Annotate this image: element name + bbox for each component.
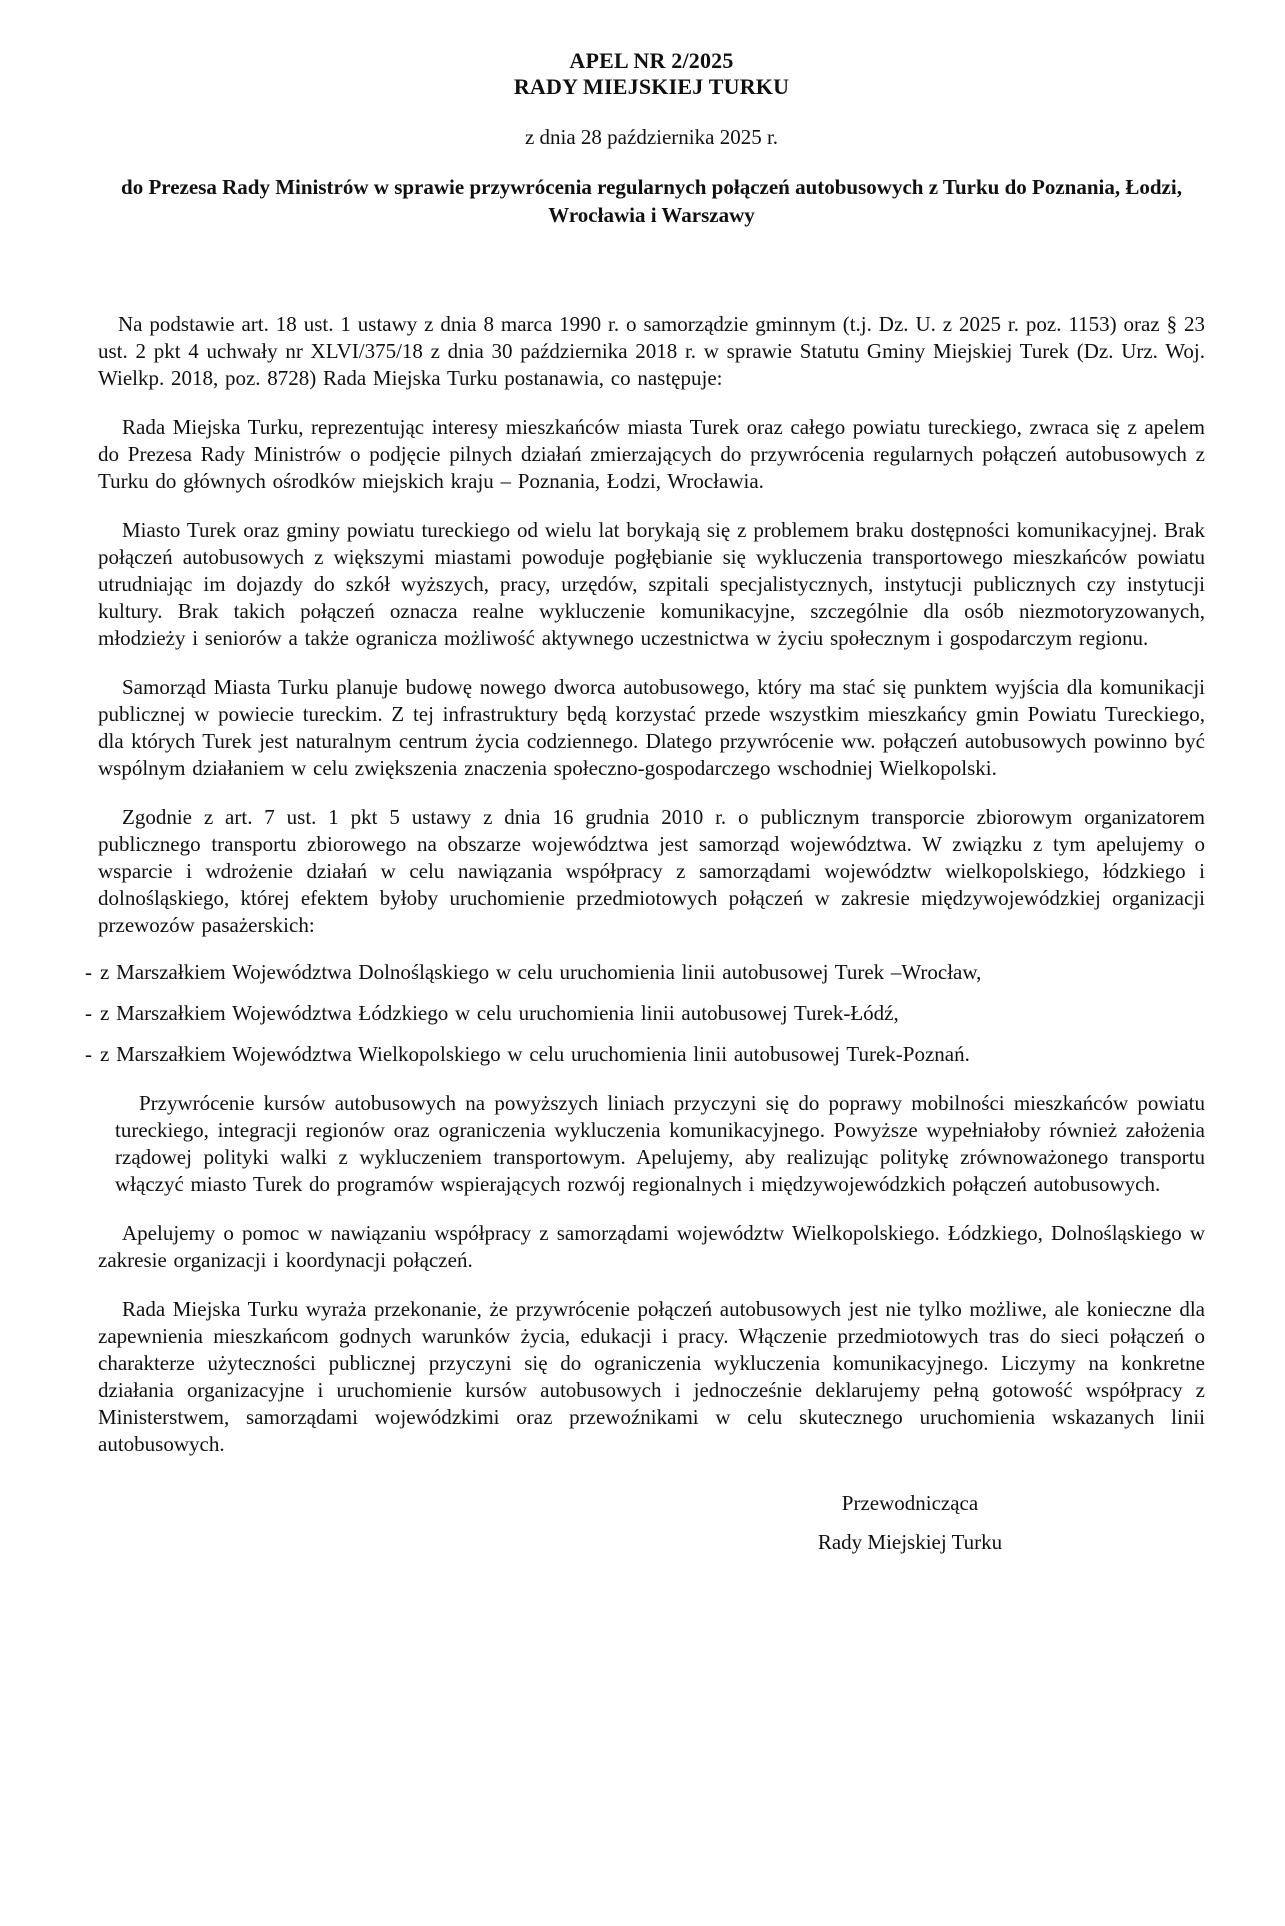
list-dash: -	[85, 960, 92, 984]
paragraph-final-declaration: Rada Miejska Turku wyraża przekonanie, że przywrócenie połączeń autobusowych jest nie tylko możliwe, ale konieczne dla zapewnienia mieszkańcom godnych warunków życia, edukacji i pracy. Włączenie przedmiotowych tras do sieci połączeń o charakterze użyteczności publicznej przyczyni się do ograniczenia wykluczenia komunikacyjnego. Liczymy na konkretne działania organizacyjne i uruchomienie kursów autobusowych i jednocześnie deklarujemy pełną gotowość współpracy z Ministerstwem, samorządami wojewódzkimi oraz przewoźnikami w celu skutecznego uruchomienia wskazanych linii autobusowych.	[98, 1297, 1205, 1456]
paragraph-mobility-benefits: Przywrócenie kursów autobusowych na powyższych liniach przyczyni się do poprawy mobilności mieszkańców powiatu tureckiego, integracji regionów oraz ograniczenia wykluczenia komunikacyjnego. Powyższe wypełniałoby również założenia rządowej polityki walki z wykluczeniem transportowym. Apelujemy, aby realizując politykę zrównoważonego transportu włączyć miasto Turek do programów wspierających rozwój regionalnych i międzywojewódzkich połączeń autobusowych.	[115, 1091, 1205, 1196]
document-header	[98, 48, 1205, 229]
marshal-cooperation-list	[85, 959, 1205, 1068]
list-item-text: z Marszałkiem Województwa Wielkopolskiego w celu uruchomienia linii autobusowej Turek-Poznań.	[100, 1042, 970, 1066]
list-item-text: z Marszałkiem Województwa Dolnośląskiego w celu uruchomienia linii autobusowej Turek –Wrocław,	[100, 960, 982, 984]
signature-organization: Rady Miejskiej Turku	[817, 1530, 1003, 1554]
paragraph-legal-basis: Na podstawie art. 18 ust. 1 ustawy z dnia 8 marca 1990 r. o samorządzie gminnym (t.j. Dz. U. z 2025 r. poz. 1153) oraz § 23 ust. 2 pkt 4 uchwały nr XLVI/375/18 z dnia 30 października 2018 r. w sprawie Statutu Gminy Miejskiej Turek (Dz. Urz. Woj. Wielkp. 2018, poz. 8728) Rada Miejska Turku postanawia, co następuje:	[98, 312, 1205, 390]
list-item-poznan-line	[85, 1041, 1205, 1068]
document-title-line1: APEL NR 2/2025	[569, 48, 734, 73]
list-item-wroclaw-line	[85, 959, 1205, 986]
paragraph-legal-cooperation: Zgodnie z art. 7 ust. 1 pkt 5 ustawy z dnia 16 grudnia 2010 r. o publicznym transporcie zbiorowym organizatorem publicznego transportu zbiorowego na obszarze województwa jest samorząd województwa. W związku z tym apelujemy o wsparcie i wdrożenie działań w celu nawiązania współpracy z samorządami województw wielkopolskiego, łódzkiego i dolnośląskiego, której efektem byłoby uruchomienie przedmiotowych połączeń w zakresie międzywojewódzkiej organizacji przewozów pasażerskich:	[98, 805, 1205, 937]
document-date: z dnia 28 października 2025 r.	[524, 125, 779, 149]
paragraph-bus-station-plans: Samorząd Miasta Turku planuje budowę nowego dworca autobusowego, który ma stać się punktem wyjścia dla komunikacji publicznej w powiecie tureckim. Z tej infrastruktury będą korzystać przede wszystkim mieszkańcy gmin Powiatu Tureckiego, dla których Turek jest naturalnym centrum życia codziennego. Dlatego przywrócenie ww. połączeń autobusowych powinno być wspólnym działaniem w celu zwiększenia znaczenia społeczno-gospodarczego wschodniej Wielkopolski.	[98, 675, 1205, 780]
list-dash: -	[85, 1042, 92, 1066]
signature-role: Przewodnicząca	[841, 1491, 979, 1515]
signature-block	[760, 1490, 1060, 1556]
document-title-line2: RADY MIEJSKIEJ TURKU	[513, 74, 790, 99]
paragraph-appeal-intro: Rada Miejska Turku, reprezentując interesy mieszkańców miasta Turek oraz całego powiatu tureckiego, zwraca się z apelem do Prezesa Rady Ministrów o podjęcie pilnych działań zmierzających do przywrócenia regularnych połączeń autobusowych z Turku do głównych ośrodków miejskich kraju – Poznania, Łodzi, Wrocławia.	[98, 415, 1205, 493]
list-dash: -	[85, 1001, 92, 1025]
document-subject: do Prezesa Rady Ministrów w sprawie przywrócenia regularnych połączeń autobusowych z Turku do Poznania, Łodzi, Wrocławia i Warszawy	[121, 175, 1182, 227]
list-item-lodz-line	[85, 1000, 1205, 1027]
paragraph-help-request: Apelujemy o pomoc w nawiązaniu współpracy z samorządami województw Wielkopolskiego. Łódzkiego, Dolnośląskiego w zakresie organizacji i koordynacji połączeń.	[98, 1221, 1205, 1272]
document-body	[85, 311, 1205, 1458]
paragraph-exclusion-problem: Miasto Turek oraz gminy powiatu tureckiego od wielu lat borykają się z problemem braku dostępności komunikacyjnej. Brak połączeń autobusowych z większymi miastami powoduje pogłębianie się wykluczenia transportowego mieszkańców powiatu utrudniając im dojazdy do szkół wyższych, pracy, urzędów, szpitali specjalistycznych, instytucji publicznych czy instytucji kultury. Brak takich połączeń oznacza realne wykluczenie komunikacyjne, szczególnie dla osób niezmotoryzowanych, młodzieży i seniorów a także ogranicza możliwość aktywnego uczestnictwa w życiu społecznym i gospodarczym regionu.	[98, 518, 1205, 650]
list-item-text: z Marszałkiem Województwa Łódzkiego w celu uruchomienia linii autobusowej Turek-Łódź,	[100, 1001, 899, 1025]
